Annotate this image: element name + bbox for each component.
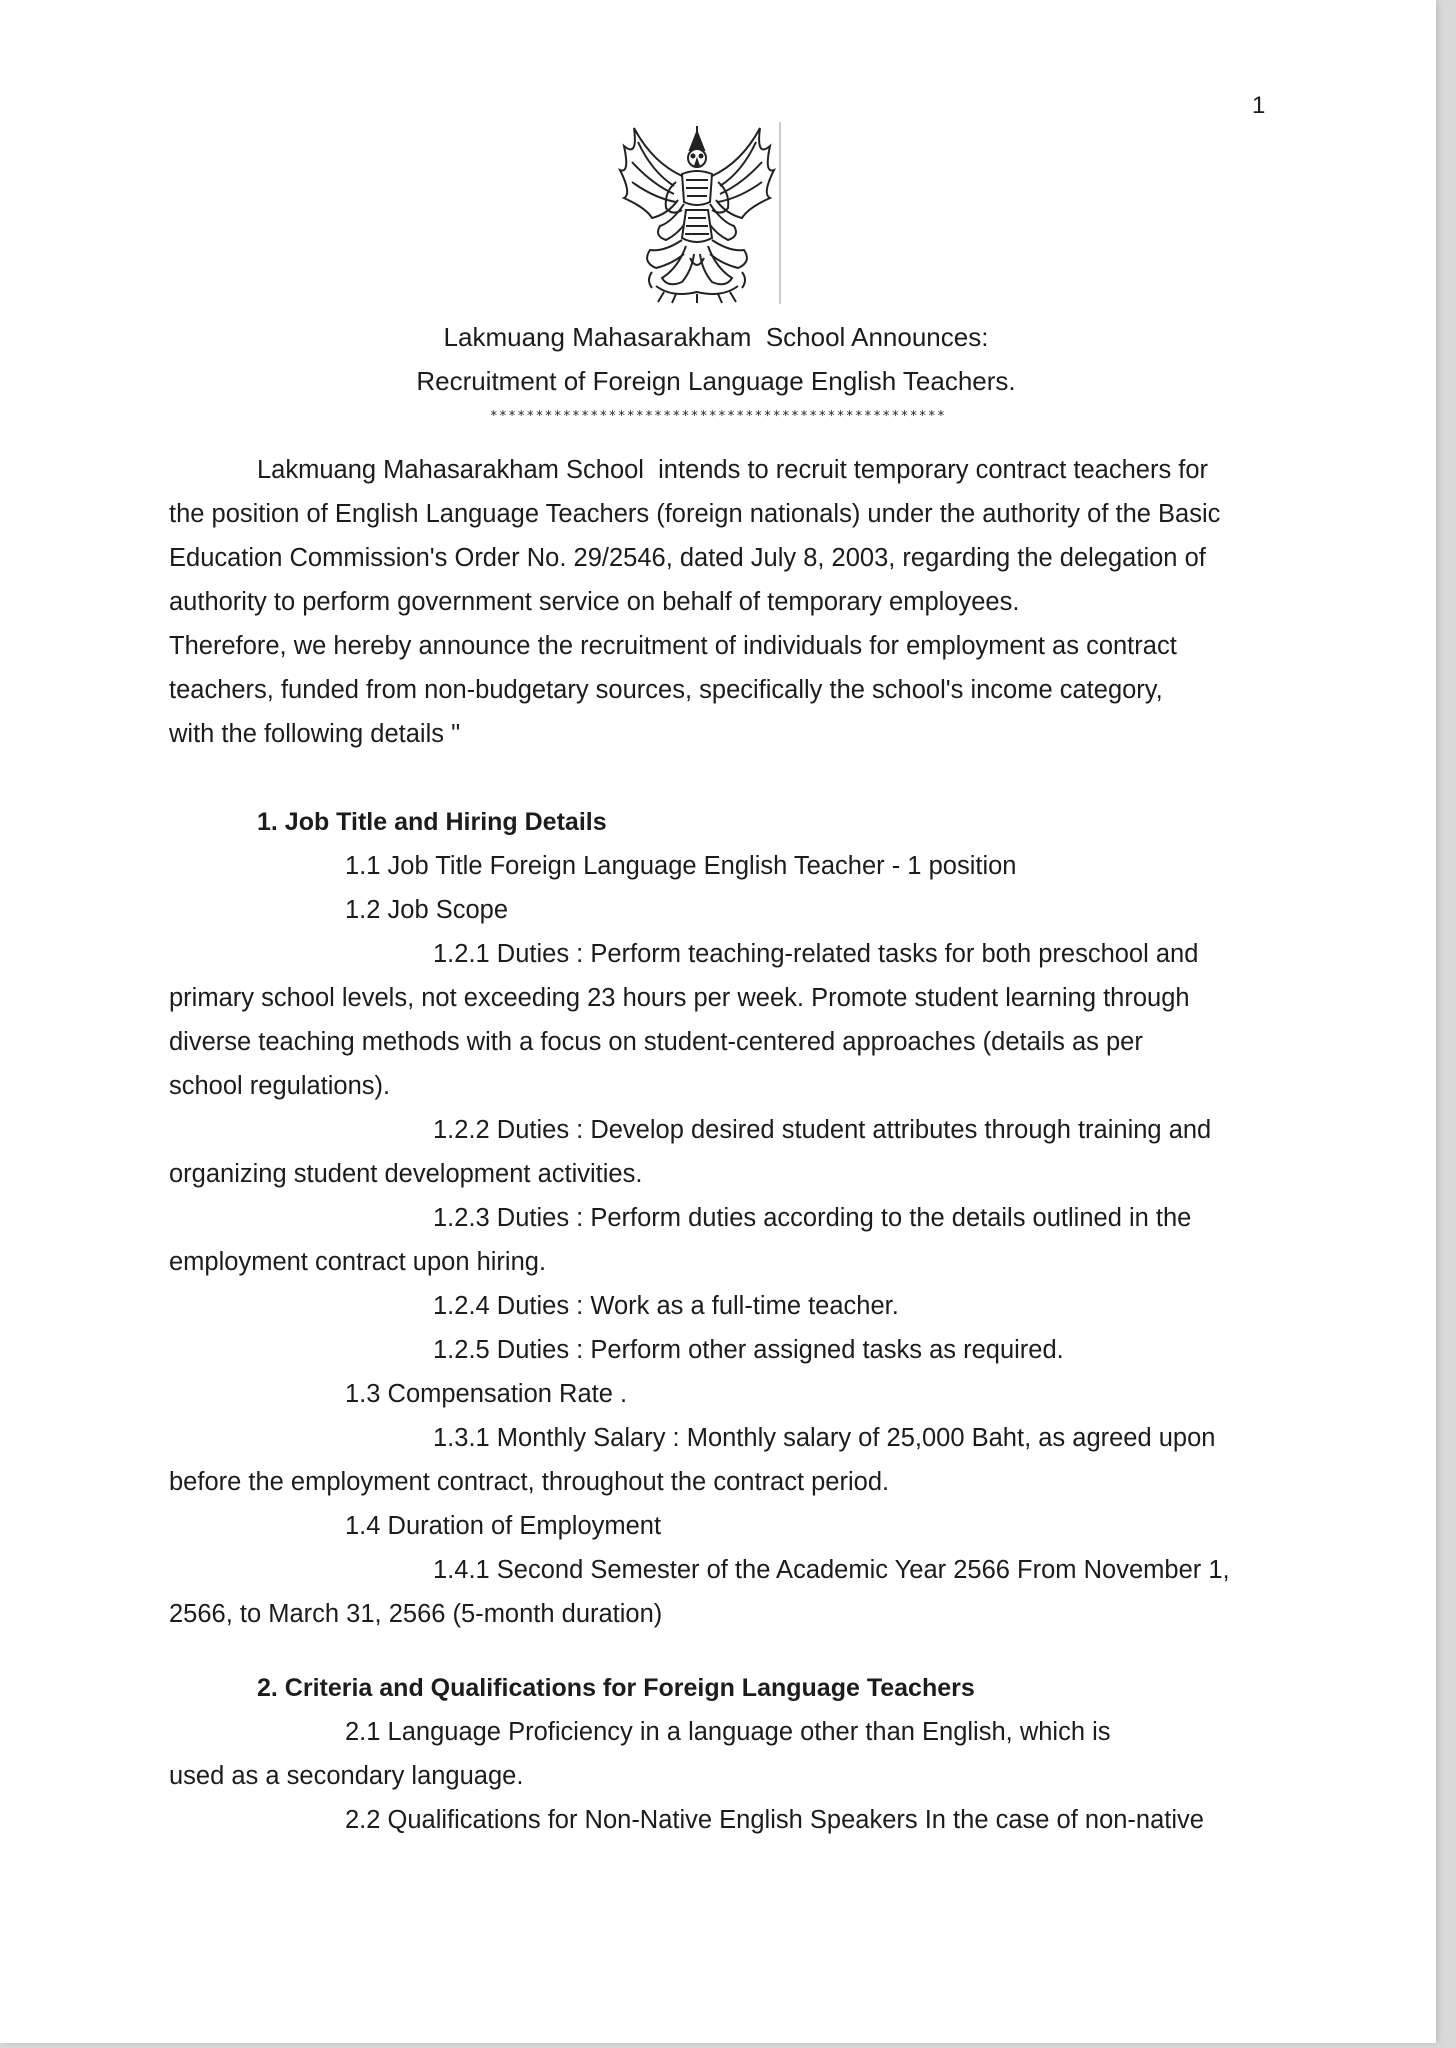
salary-item: 1.3.1 Monthly Salary : Monthly salary of 25,000 Baht, as agreed upon	[433, 1424, 1216, 1452]
duty-item-continued: primary school levels, not exceeding 23 hours per week. Promote student learning through	[169, 984, 1190, 1012]
intro-line: teachers, funded from non-budgetary sources, specifically the school's income category,	[169, 676, 1163, 704]
duty-item: 1.2.4 Duties : Work as a full-time teacher.	[433, 1292, 899, 1320]
announcement-subtitle: Recruitment of Foreign Language English Teachers.	[416, 366, 1016, 396]
intro-line: Education Commission's Order No. 29/2546, dated July 8, 2003, regarding the delegation of	[169, 544, 1206, 572]
intro-line: with the following details "	[169, 720, 461, 748]
compensation-item: 1.3 Compensation Rate .	[345, 1380, 628, 1408]
semester-item-continued: 2566, to March 31, 2566 (5-month duration)	[169, 1600, 663, 1628]
duty-item-continued: organizing student development activities.	[169, 1160, 643, 1188]
duty-item: 1.2.1 Duties : Perform teaching-related tasks for both preschool and	[433, 940, 1199, 968]
section-heading: 2. Criteria and Qualifications for Foreign Language Teachers	[257, 1674, 975, 1702]
announcement-title: Lakmuang Mahasarakham School Announces:	[443, 322, 989, 352]
proficiency-item: 2.1 Language Proficiency in a language other than English, which is	[345, 1718, 1111, 1746]
thai-garuda-emblem-icon	[612, 122, 782, 304]
duty-item-continued: school regulations).	[169, 1072, 391, 1100]
duration-item: 1.4 Duration of Employment	[345, 1512, 662, 1540]
intro-line: the position of English Language Teachers (foreign nationals) under the authority of the Basic	[169, 500, 1221, 528]
page-number: 1	[1252, 92, 1266, 119]
intro-line: Therefore, we hereby announce the recruitment of individuals for employment as contract	[169, 632, 1177, 660]
duty-item: 1.2.2 Duties : Develop desired student attributes through training and	[433, 1116, 1212, 1144]
salary-item-continued: before the employment contract, throughout the contract period.	[169, 1468, 890, 1496]
duty-item: 1.2.5 Duties : Perform other assigned tasks as required.	[433, 1336, 1064, 1364]
job-title-item: 1.1 Job Title Foreign Language English Teacher - 1 position	[345, 852, 1017, 880]
asterisk-divider: **************************************************	[489, 409, 947, 424]
section-heading: 1. Job Title and Hiring Details	[257, 808, 607, 836]
duty-item-continued: diverse teaching methods with a focus on student-centered approaches (details as per	[169, 1028, 1143, 1056]
duty-item-continued: employment contract upon hiring.	[169, 1248, 547, 1276]
duty-item: 1.2.3 Duties : Perform duties according to the details outlined in the	[433, 1204, 1192, 1232]
proficiency-item-continued: used as a secondary language.	[169, 1762, 524, 1790]
intro-line: authority to perform government service on behalf of temporary employees.	[169, 588, 1020, 616]
non-native-item: 2.2 Qualifications for Non-Native English Speakers In the case of non-native	[345, 1806, 1204, 1834]
intro-line: Lakmuang Mahasarakham School intends to recruit temporary contract teachers for	[257, 456, 1209, 484]
semester-item: 1.4.1 Second Semester of the Academic Year 2566 From November 1,	[433, 1556, 1230, 1584]
job-scope-item: 1.2 Job Scope	[345, 896, 509, 924]
